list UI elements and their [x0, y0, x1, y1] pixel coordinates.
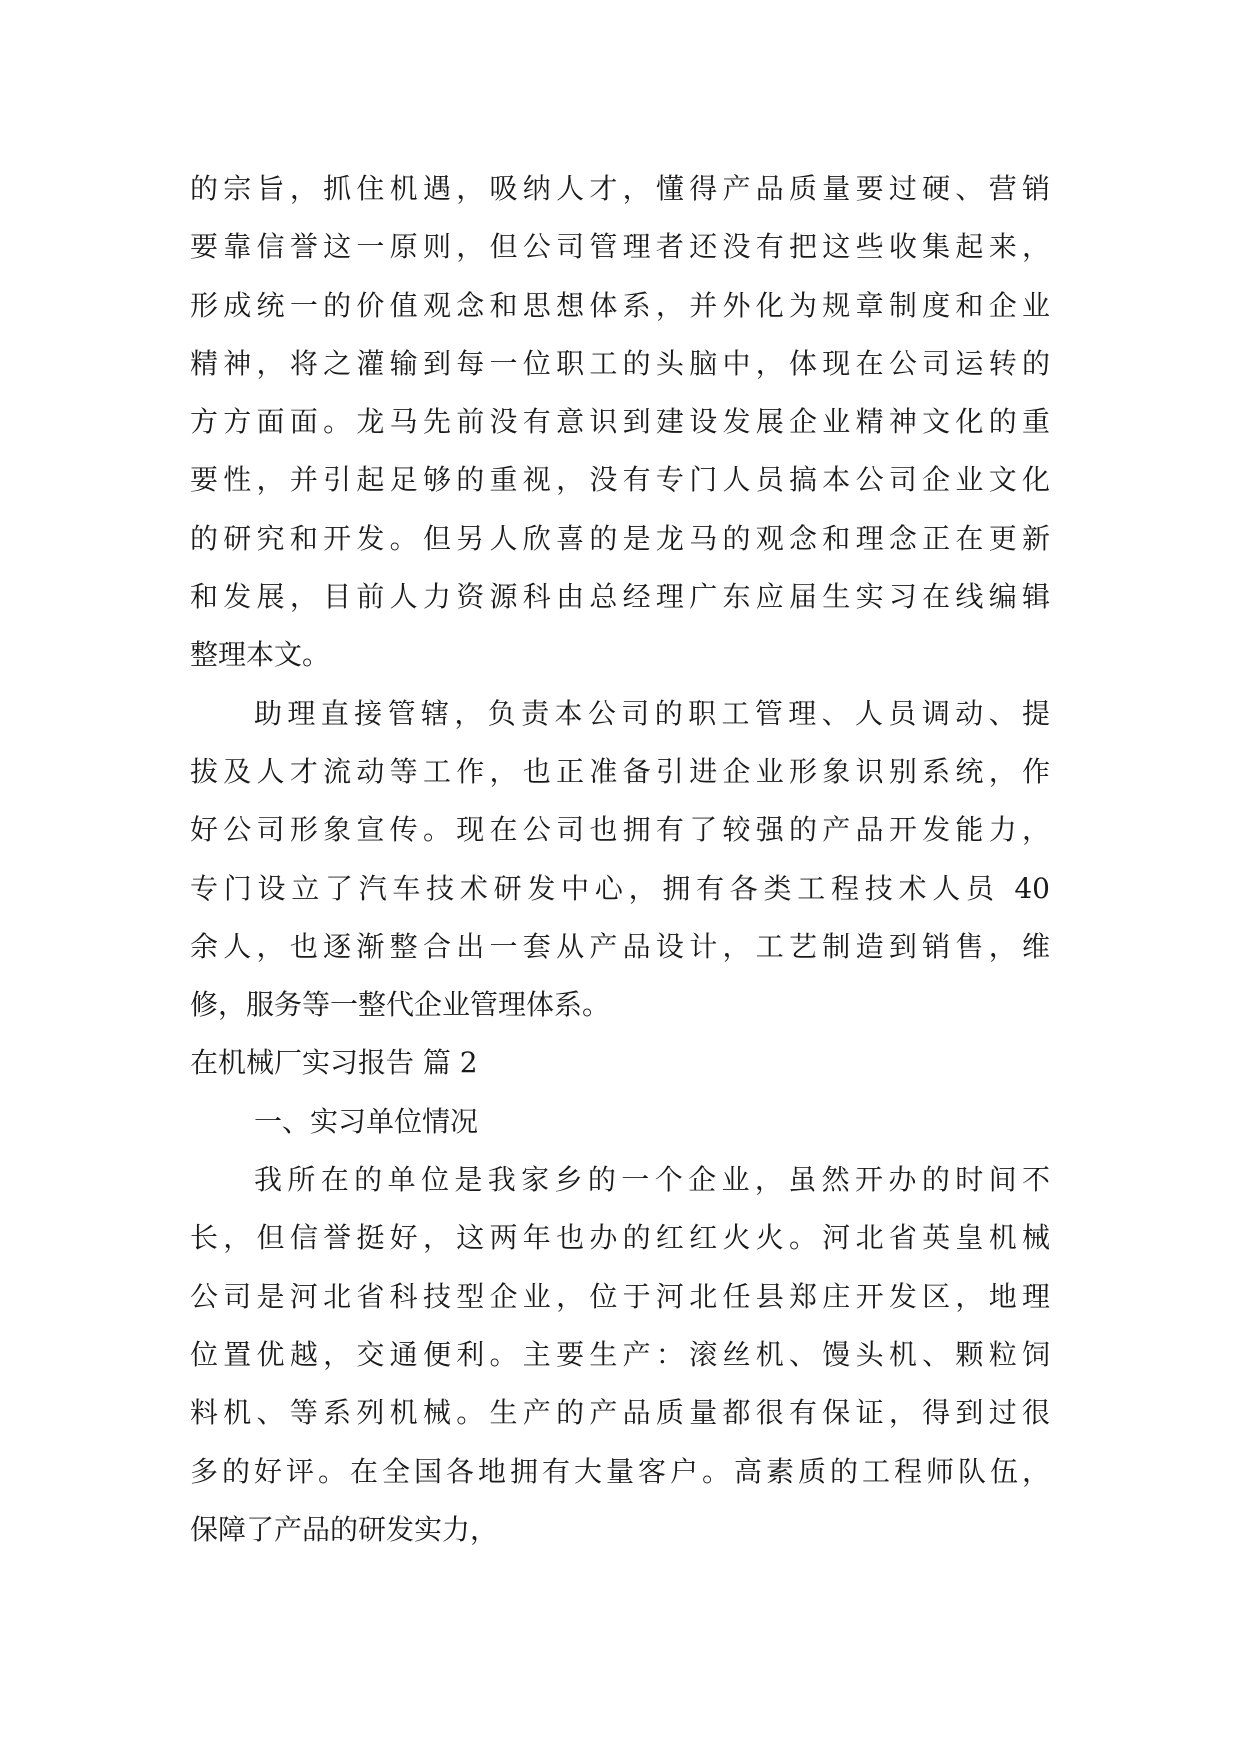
text-line: 和发展，目前人力资源科由总经理广东应届生实习在线编辑 — [190, 580, 1050, 614]
text-line: 要靠信誉这一原则，但公司管理者还没有把这些收集起来， — [190, 230, 1050, 264]
text-line: 保障了产品的研发实力， — [190, 1512, 499, 1546]
text-line: 长，但信誉挺好，这两年也办的红红火火。河北省英皇机械 — [190, 1221, 1050, 1255]
text-line: 公司是河北省科技型企业，位于河北任县郑庄开发区，地理 — [190, 1279, 1050, 1313]
text-line: 好公司形象宣传。现在公司也拥有了较强的产品开发能力， — [190, 813, 1050, 847]
text-line: 我所在的单位是我家乡的一个企业，虽然开办的时间不 — [254, 1163, 1050, 1197]
text-line: 方方面面。龙马先前没有意识到建设发展企业精神文化的重 — [190, 405, 1050, 439]
text-line: 多的好评。在全国各地拥有大量客户。高素质的工程师队伍， — [190, 1454, 1050, 1488]
text-line: 修，服务等一整代企业管理体系。 — [190, 988, 611, 1022]
paragraph-hr-assistant — [190, 685, 1050, 1035]
paragraph-continuation — [190, 160, 1050, 685]
text-line: 料机、等系列机械。生产的产品质量都很有保证，得到过很 — [190, 1396, 1050, 1430]
section-title: 在机械厂实习报告 篇 2 — [190, 1046, 478, 1080]
text-line: 余人，也逐渐整合出一套从产品设计，工艺制造到销售，维 — [190, 929, 1050, 963]
text-line: 拔及人才流动等工作，也正准备引进企业形象识别系统，作 — [190, 754, 1050, 788]
text-line: 专门设立了汽车技术研发中心，拥有各类工程技术人员 40 — [190, 871, 1050, 905]
text-line: 的研究和开发。但另人欣喜的是龙马的观念和理念正在更新 — [190, 521, 1050, 555]
text-line: 形成统一的价值观念和思想体系，并外化为规章制度和企业 — [190, 288, 1050, 322]
document-body — [190, 160, 1050, 1559]
text-line: 精神，将之灌输到每一位职工的头脑中，体现在公司运转的 — [190, 346, 1050, 380]
text-line: 的宗旨，抓住机遇，吸纳人才，懂得产品质量要过硬、营销 — [190, 172, 1050, 205]
paragraph-unit-overview — [190, 1151, 1050, 1559]
text-line: 要性，并引起足够的重视，没有专门人员搞本公司企业文化 — [190, 463, 1050, 497]
text-line: 助理直接管辖，负责本公司的职工管理、人员调动、提 — [254, 696, 1050, 730]
text-line: 位置优越，交通便利。主要生产：滚丝机、馒头机、颗粒饲 — [190, 1337, 1050, 1371]
text-line: 整理本文。 — [190, 638, 331, 672]
subheading: 一、实习单位情况 — [254, 1104, 479, 1138]
